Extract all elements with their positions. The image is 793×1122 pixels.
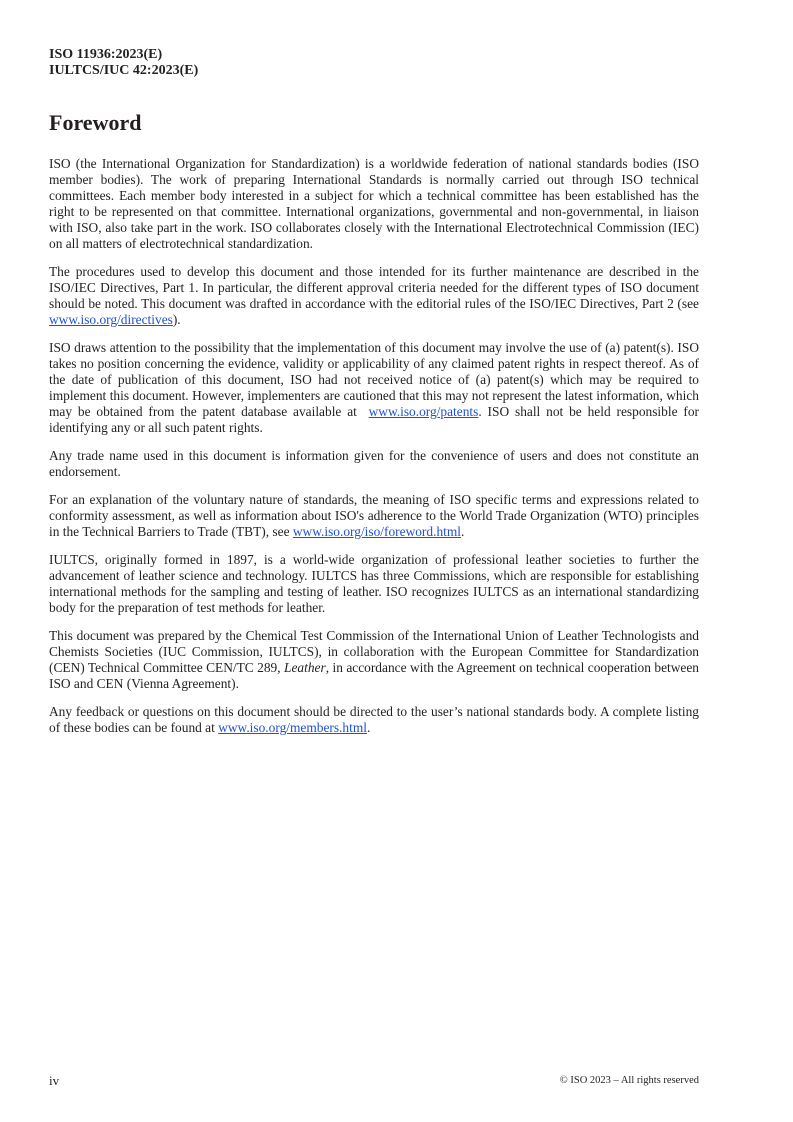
paragraph-iultcs xyxy=(49,552,699,616)
paragraph-procedures xyxy=(49,264,699,328)
copyright-notice: © ISO 2023 – All rights reserved xyxy=(559,1075,699,1086)
paragraph-text: . ISO shall not be held responsible for identifying any or all such patent rights. xyxy=(49,404,699,435)
foreword-link[interactable]: www.iso.org/iso/foreword.html xyxy=(292,524,461,539)
document-number: ISO 11936:2023(E) xyxy=(49,47,163,62)
members-link[interactable]: www.iso.org/members.html xyxy=(218,720,367,735)
page-title: Foreword xyxy=(49,110,142,135)
document-header xyxy=(49,47,198,79)
foreword-body xyxy=(49,156,703,748)
paragraph-patents xyxy=(49,340,703,436)
paragraph-text: Any trade name used in this document is information given for the convenience of users and does not constitute an endorsement. xyxy=(49,448,699,479)
paragraph-text: For an explanation of the voluntary nature of standards, the meaning of ISO specific terms and expressions related to conformity assessment, as well as information about ISO's adherence to the World Trade Organization (WTO) principles in the Technical Barriers to Trade (TBT), see xyxy=(49,492,699,539)
paragraph-text: , in accordance with the Agreement on technical cooperation between ISO and CEN (Vienna Agreement). xyxy=(49,660,699,691)
paragraph-text: The procedures used to develop this document and those intended for its further maintenance are described in the ISO/IEC Directives, Part 1. In particular, the different approval criteria needed for the different types of ISO document should be noted. This document was drafted in accordance with the editorial rules of the ISO/IEC Directives, Part 2 (see xyxy=(49,264,699,311)
page-number: iv xyxy=(49,1073,60,1088)
paragraph-text: ISO (the International Organization for Standardization) is a worldwide federation of national standards bodies (ISO member bodies). The work of preparing International Standards is normally carried out through ISO technical committees. Each member body interested in a subject for which a technical committee has been established has the right to be represented on that committee. International organizations, governmental and non-governmental, in liaison with ISO, also take part in the work. ISO collaborates closely with the International Electrotechnical Commission (IEC) on all matters of electrotechnical standardization. xyxy=(49,156,699,251)
paragraph-text: . xyxy=(366,720,371,735)
paragraph-text: ISO draws attention to the possibility that the implementation of this document may involve the use of (a) patent(s). ISO takes no position concerning the evidence, validity or applicability of any claimed patent rights in respect thereof. As of the date of publication of this document, ISO had not received notice of (a) patent(s) which may be required to implement this document. However, implementers are cautioned that this may not represent the latest information, which may be obtained from the patent database available at xyxy=(49,340,703,419)
paragraph-text: ). xyxy=(172,312,181,327)
directives-link[interactable]: www.iso.org/directives xyxy=(49,312,173,327)
paragraph-prepared-by xyxy=(49,628,699,692)
paragraph-trade-name xyxy=(49,448,699,480)
paragraph-text: IULTCS, originally formed in 1897, is a world-wide organization of professional leather societies to further the advancement of leather science and technology. IULTCS has three Commissions, which are responsible for establishing international methods for the sampling and testing of leather. ISO recognizes IULTCS as an international standardizing body for the preparation of test methods for leather. xyxy=(49,552,699,615)
committee-title-italic: Leather xyxy=(284,660,326,675)
paragraph-text: . xyxy=(461,524,465,539)
document-number-iultcs: IULTCS/IUC 42:2023(E) xyxy=(49,63,199,78)
paragraph-text: Any feedback or questions on this document should be directed to the user’s national standards body. A complete listing of these bodies can be found at xyxy=(49,704,699,735)
paragraph-iso-intro xyxy=(49,156,699,252)
paragraph-feedback xyxy=(49,704,699,736)
paragraph-text: This document was prepared by the Chemical Test Commission of the International Union of Leather Technologists and Chemists Societies (IUC Commission, IULTCS), in collaboration with the European Committee for Standardization (CEN) Technical Committee CEN/TC 289, xyxy=(49,628,699,675)
patents-link[interactable]: www.iso.org/patents xyxy=(368,404,479,419)
paragraph-voluntary-nature xyxy=(49,492,699,540)
